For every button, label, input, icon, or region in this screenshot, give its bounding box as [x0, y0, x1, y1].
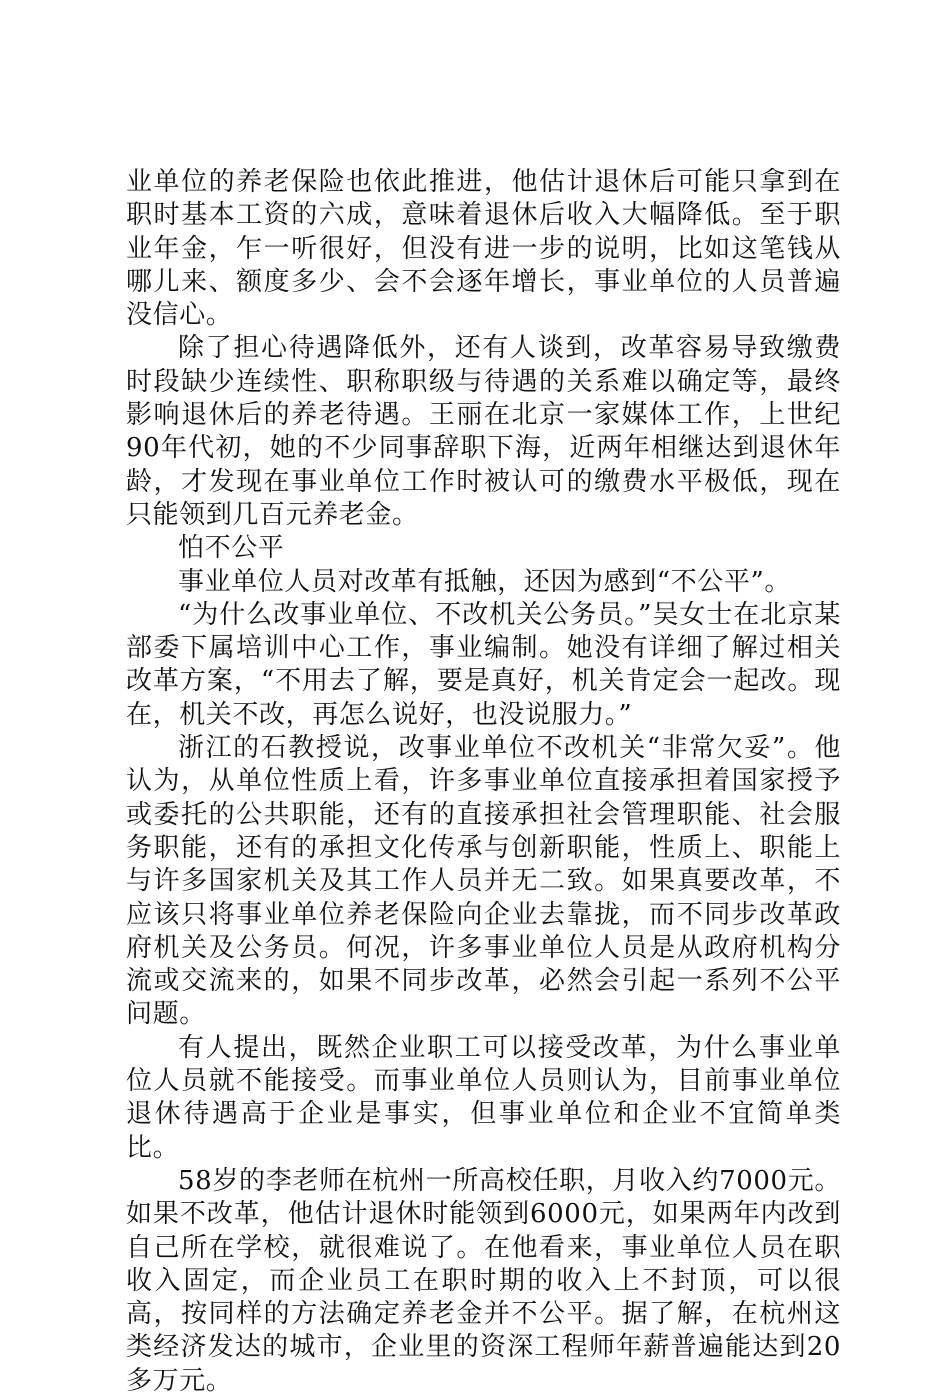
- paragraph: 有人提出，既然企业职工可以接受改革，为什么事业单位人员就不能接受。而事业单位人员则认为，目前事业单位退休待遇高于企业是事实，但事业单位和企业不宜简单类比。: [126, 1032, 841, 1163]
- paragraph-continued: 业单位的养老保险也依此推进，他估计退休后可能只拿到在职时基本工资的六成，意味着退休后收入大幅降低。至于职业年金，乍一听很好，但没有进一步的说明，比如这笔钱从哪儿来、额度多少、会不会逐年增长，事业单位的人员普遍没信心。: [126, 167, 841, 331]
- paragraph: 58岁的李老师在杭州一所高校任职，月收入约7000元。如果不改革，他估计退休时能领到6000元，如果两年内改到自己所在学校，就很难说了。在他看来，事业单位人员在职收入固定，而企业员工在职时期的收入上不封顶，可以很高，按同样的方法确定养老金并不公平。据了解，在杭州这类经济发达的城市，企业里的资深工程师年薪普遍能达到20多万元。: [126, 1165, 841, 1396]
- paragraph: 浙江的石教授说，改事业单位不改机关“非常欠妥”。他认为，从单位性质上看，许多事业单位直接承担着国家授予或委托的公共职能，还有的直接承担社会管理职能、社会服务职能，还有的承担文化传承与创新职能，性质上、职能上与许多国家机关及其工作人员并无二致。如果真要改革，不应该只将事业单位养老保险向企业去靠拢，而不同步改革政府机关及公务员。何况，许多事业单位人员是从政府机构分流或交流来的，如果不同步改革，必然会引起一系列不公平问题。: [126, 733, 841, 1030]
- paragraph: 除了担心待遇降低外，还有人谈到，改革容易导致缴费时段缺少连续性、职称职级与待遇的关系难以确定等，最终影响退休后的养老待遇。王丽在北京一家媒体工作，上世纪90年代初，她的不少同事辞职下海，近两年相继达到退休年龄，才发现在事业单位工作时被认可的缴费水平极低，现在只能领到几百元养老金。: [126, 333, 841, 530]
- paragraph: “为什么改事业单位、不改机关公务员。”吴女士在北京某部委下属培训中心工作，事业编制。她没有详细了解过相关改革方案，“不用去了解，要是真好，机关肯定会一起改。现在，机关不改，再怎么说好，也没说服力。”: [126, 599, 841, 730]
- paragraph: 事业单位人员对改革有抵触，还因为感到“不公平”。: [178, 566, 791, 597]
- section-heading: 怕不公平: [178, 533, 285, 564]
- document-body: [126, 166, 841, 1398]
